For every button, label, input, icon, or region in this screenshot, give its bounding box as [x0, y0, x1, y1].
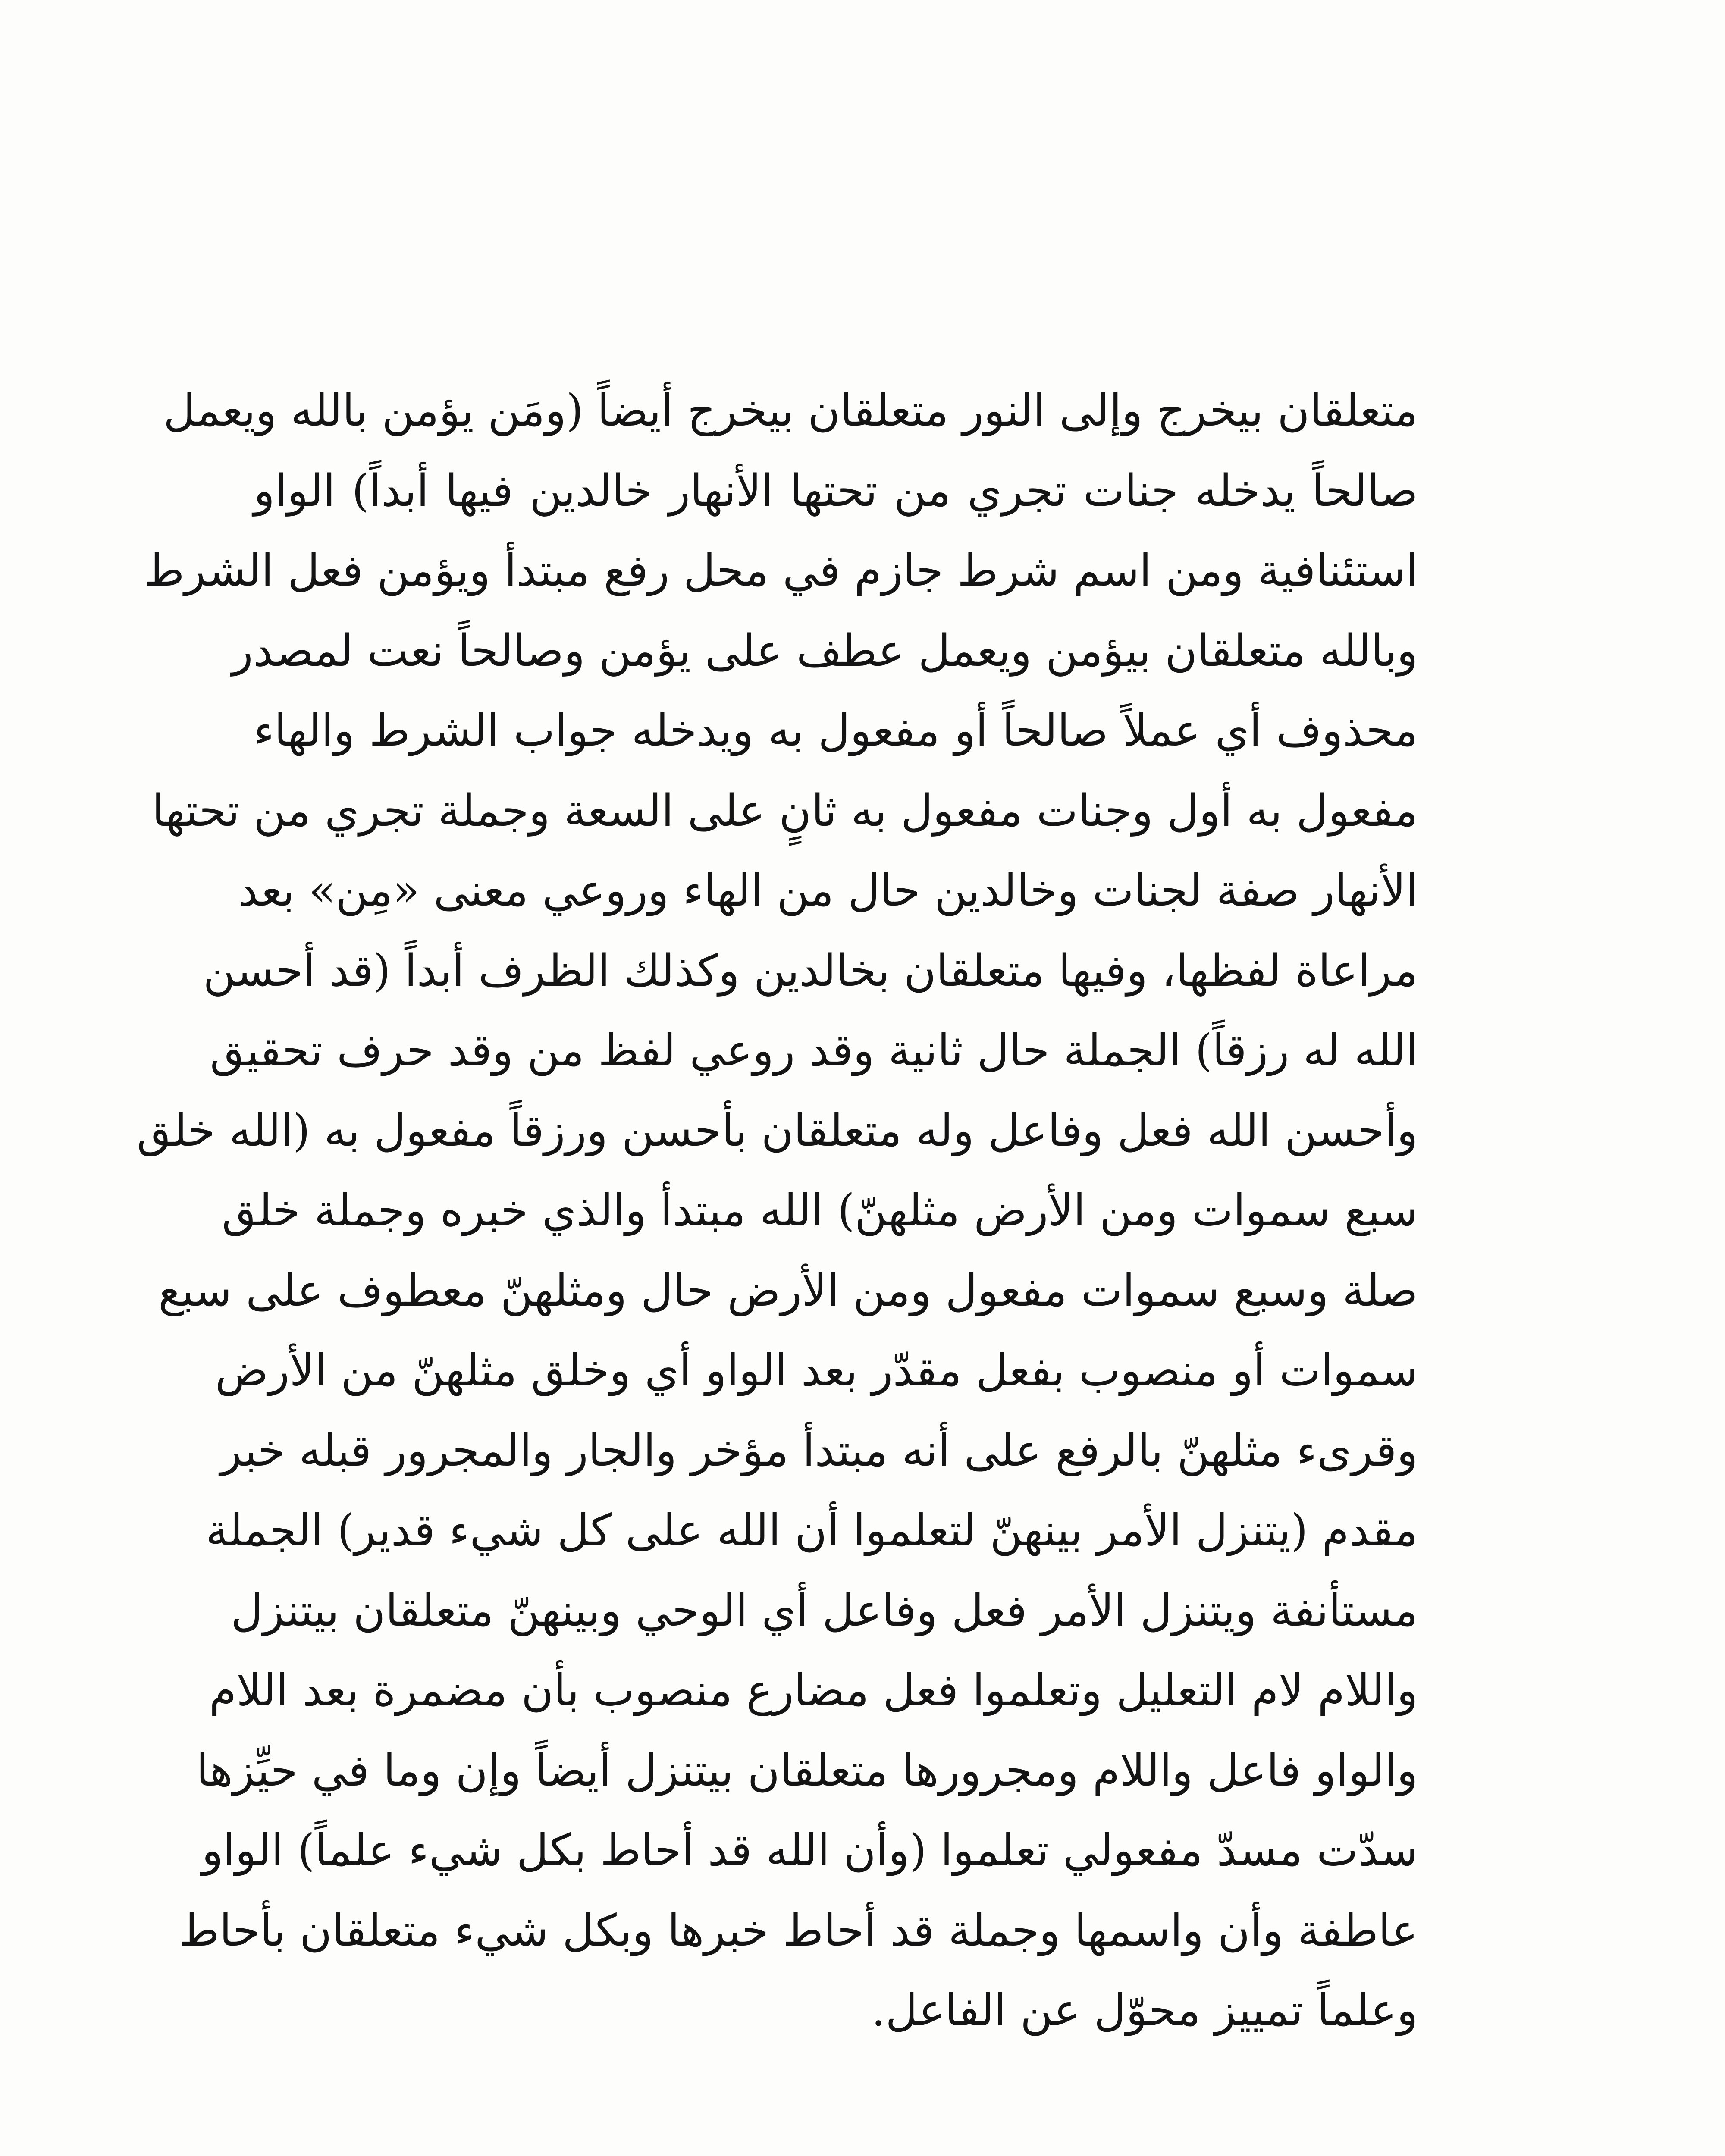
text-line: صلة وسبع سموات مفعول ومن الأرض حال ومثلهنّ معطوف على سبع: [158, 1265, 1418, 1316]
text-line: صالحاً يدخله جنات تجري من تحتها الأنهار خالدين فيها أبداً) الواو: [254, 465, 1418, 517]
text-line: عاطفة وأن واسمها وجملة قد أحاط خبرها وبكل شيء متعلقان بأحاط: [179, 1905, 1418, 1956]
text-line: وأحسن الله فعل وفاعل وله متعلقان بأحسن ورزقاً مفعول به (الله خلق: [137, 1105, 1418, 1156]
text-line: وقرىء مثلهنّ بالرفع على أنه مبتدأ مؤخر والجار والمجرور قبله خبر: [220, 1425, 1418, 1476]
text-line: محذوف أي عملاً صالحاً أو مفعول به ويدخله جواب الشرط والهاء: [254, 705, 1418, 756]
text-line: متعلقان بيخرج وإلى النور متعلقان بيخرج أيضاً (ومَن يؤمن بالله ويعمل: [163, 385, 1418, 436]
text-line: استئنافية ومن اسم شرط جازم في محل رفع مبتدأ ويؤمن فعل الشرط: [144, 545, 1418, 596]
text-line: واللام لام التعليل وتعلموا فعل مضارع منصوب بأن مضمرة بعد اللام: [209, 1665, 1418, 1716]
text-line: وبالله متعلقان بيؤمن ويعمل عطف على يؤمن وصالحاً نعت لمصدر: [232, 625, 1418, 677]
text-line: سموات أو منصوب بفعل مقدّر بعد الواو أي وخلق مثلهنّ من الأرض: [215, 1345, 1418, 1396]
text-line-last: وعلماً تمييز محوّل عن الفاعل.: [871, 1985, 1418, 2036]
text-line: مستأنفة ويتنزل الأمر فعل وفاعل أي الوحي وبينهنّ متعلقان بيتنزل: [231, 1585, 1418, 1636]
text-line: سبع سموات ومن الأرض مثلهنّ) الله مبتدأ والذي خبره وجملة خلق: [222, 1185, 1418, 1236]
text-line: مراعاة لفظها، وفيها متعلقان بخالدين وكذلك الظرف أبداً (قد أحسن: [203, 945, 1418, 997]
text-line: مفعول به أول وجنات مفعول به ثانٍ على السعة وجملة تجري من تحتها: [152, 785, 1418, 837]
text-line: مقدم (يتنزل الأمر بينهنّ لتعلموا أن الله على كل شيء قدير) الجملة: [205, 1505, 1418, 1556]
body-text: [137, 371, 1418, 2051]
text-line: والواو فاعل واللام ومجرورها متعلقان بيتنزل أيضاً وإن وما في حيِّزها: [196, 1745, 1418, 1796]
text-line: الأنهار صفة لجنات وخالدين حال من الهاء وروعي معنى «مِن» بعد: [238, 865, 1418, 916]
text-line: سدّت مسدّ مفعولي تعلموا (وأن الله قد أحاط بكل شيء علماً) الواو: [201, 1825, 1418, 1876]
text-line: الله له رزقاً) الجملة حال ثانية وقد روعي لفظ من وقد حرف تحقيق: [210, 1025, 1418, 1076]
